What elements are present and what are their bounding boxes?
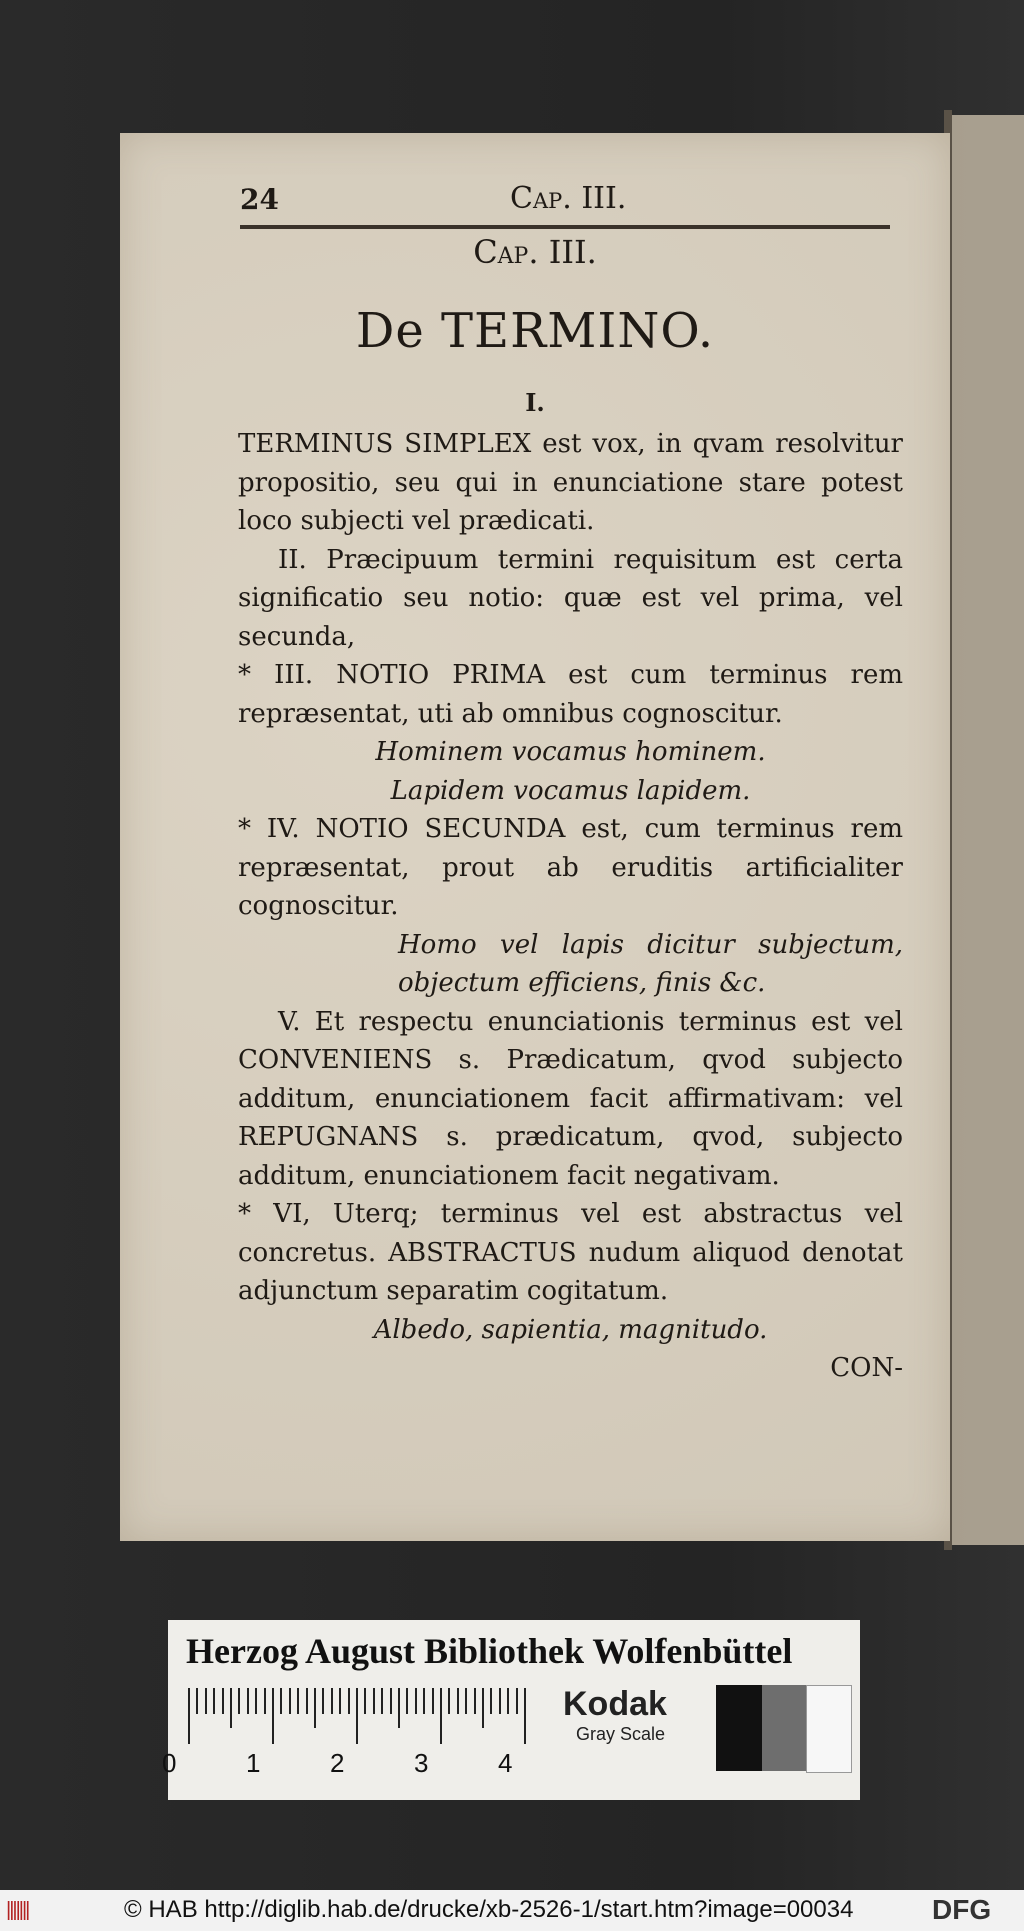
ruler-tick (406, 1688, 408, 1714)
ruler-tick (306, 1688, 308, 1714)
library-name: Herzog August Bibliothek Wolfenbüttel (186, 1631, 793, 1671)
ruler-tick (398, 1688, 400, 1728)
book-page (120, 133, 950, 1541)
catchword: CON- (830, 1353, 903, 1383)
ruler-tick (432, 1688, 434, 1714)
ruler-tick (364, 1688, 366, 1714)
ruler-label-0: 0 (162, 1748, 177, 1778)
paragraph-1: TERMINUS SIMPLEX est vox, in qvam resolvitur propositio, seu qui in enunciatione stare potest loco subjecti vel prædicati. (238, 429, 903, 536)
ruler-tick (415, 1688, 417, 1714)
ruler (188, 1688, 528, 1748)
ruler-tick (423, 1688, 425, 1714)
chapter-heading: Cap. III. (473, 233, 597, 271)
ruler-tick (524, 1688, 526, 1744)
ruler-tick (205, 1688, 207, 1714)
paragraph-4: * IV. NOTIO SECUNDA est, cum terminus rem repræsentat, prout ab eruditis artificialiter cognoscitur. (238, 814, 903, 921)
ruler-tick (465, 1688, 467, 1714)
gray-patch-mid (762, 1685, 806, 1771)
paragraph-5: V. Et respectu enunciationis terminus est vel CONVENIENS s. Prædicatum, qvod subjecto additum, enunciationem facit affirmativam: vel REPUGNANS s. prædicatum, qvod, subjecto additum, enunciationem facit negativam. (238, 1006, 903, 1191)
paragraph-6: * VI, Uterq; terminus vel est abstractus vel concretus. ABSTRACTUS nudum aliquod denotat adjunctum separatim cogitatum. (238, 1199, 903, 1306)
ruler-label-4: 4 (498, 1748, 513, 1778)
ruler-tick (507, 1688, 509, 1714)
ruler-tick (196, 1688, 198, 1714)
adjacent-page-edge (950, 115, 1024, 1545)
ruler-tick (230, 1688, 232, 1728)
example-hominem: Hominem vocamus hominem. (375, 737, 766, 767)
ruler-tick (390, 1688, 392, 1714)
gray-patch-black (716, 1685, 762, 1771)
ruler-tick (516, 1688, 518, 1714)
paragraph-2: II. Præcipuum termini requisitum est certa significatio seu notio: quæ est vel prima, vel secunda, (238, 544, 903, 652)
ruler-tick (373, 1688, 375, 1714)
ruler-tick (348, 1688, 350, 1714)
ruler-tick (339, 1688, 341, 1714)
ruler-tick (499, 1688, 501, 1714)
ruler-tick (297, 1688, 299, 1714)
example-albedo: Albedo, sapientia, magnitudo. (373, 1314, 768, 1345)
ruler-label-1: 1 (246, 1748, 261, 1778)
ruler-tick (289, 1688, 291, 1714)
ruler-tick (381, 1688, 383, 1714)
ruler-tick (356, 1688, 358, 1744)
running-head: Cap. III. (510, 181, 627, 216)
page-number: 24 (240, 183, 279, 216)
ruler-tick (448, 1688, 450, 1714)
ruler-tick (482, 1688, 484, 1728)
gray-patch-white (806, 1685, 852, 1773)
ruler-tick (440, 1688, 442, 1744)
ruler-tick (247, 1688, 249, 1714)
ruler-tick (222, 1688, 224, 1714)
footer-credit: © HAB http://diglib.hab.de/drucke/xb-2526-1/start.htm?image=00034 (124, 1896, 854, 1923)
ruler-tick (264, 1688, 266, 1714)
ruler-tick (188, 1688, 190, 1744)
section-numeral: I. (525, 388, 545, 417)
barcode-icon: ||||||| (6, 1899, 29, 1921)
color-target-card (162, 1620, 860, 1800)
ruler-label-3: 3 (414, 1748, 429, 1778)
ruler-tick (238, 1688, 240, 1714)
ruler-tick (474, 1688, 476, 1714)
example-homo: Homo vel lapis dicitur subjectum, objectum efficiens, finis &c. (398, 929, 903, 998)
ruler-tick (314, 1688, 316, 1728)
head-rule (240, 225, 890, 229)
dfg-logo: DFG (932, 1894, 992, 1925)
example-lapidem: Lapidem vocamus lapidem. (390, 775, 751, 806)
kodak-logo: Kodak (563, 1685, 667, 1723)
page-title: De TERMINO. (355, 303, 715, 359)
gray-scale-label: Gray Scale (576, 1724, 666, 1744)
ruler-label-2: 2 (330, 1748, 345, 1778)
paragraph-3: * III. NOTIO PRIMA est cum terminus rem repræsentat, uti ab omnibus cognoscitur. (238, 660, 903, 729)
ruler-tick (213, 1688, 215, 1714)
ruler-tick (322, 1688, 324, 1714)
ruler-tick (490, 1688, 492, 1714)
footer-bar (0, 1890, 1024, 1931)
ruler-tick (255, 1688, 257, 1714)
body-text (238, 425, 903, 1388)
ruler-tick (331, 1688, 333, 1714)
ruler-tick (280, 1688, 282, 1714)
ruler-tick (272, 1688, 274, 1744)
ruler-tick (457, 1688, 459, 1714)
